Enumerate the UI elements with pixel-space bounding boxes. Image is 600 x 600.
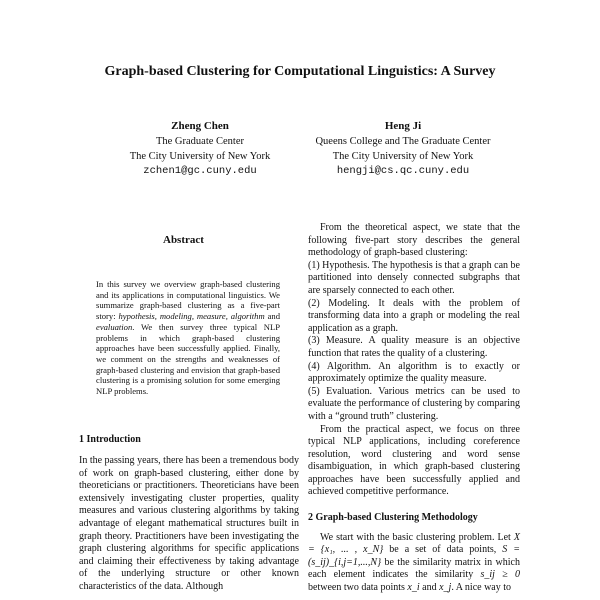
abstract-text: In this survey we overview graph-based clustering and its applications in computational linguistics. We summarize graph-based clustering as a five-part story: [96,279,280,322]
methodology-text: be the similarity matrix in which each element indicates the similarity [308,556,520,581]
math-expression: x_i [407,582,420,594]
author-name: Heng Ji [384,120,422,132]
right-column [308,222,520,595]
author-name: Zheng Chen [171,120,229,132]
author-affiliation: The City University of New York [129,151,271,162]
author-affiliation: The City University of New York [332,151,474,162]
methodology-text: be a set of data points, [383,544,503,556]
author-affiliation: Queens College and The Graduate Center [315,136,491,147]
abstract-text: . We then survey three typical NLP problems in which graph-based clustering approaches have been successfully applied. Finally, we comment on the strengths and weaknesses of graph-based clustering and envision that graph-based clustering is a promising solution for some emerging NLP problems. [96,321,280,397]
story-item: (3) Measure. A quality measure is an objective function that rates the quality of a clustering. [308,335,520,359]
introduction-body [79,455,299,594]
author-affiliation: The Graduate Center [155,136,245,147]
story-item: (4) Algorithm. An algorithm is to exactly or approximately optimize the quality measure. [308,360,520,385]
author-block-1 [95,119,305,179]
story-item: (1) Hypothesis. The hypothesis is that a graph can be partitioned into densely connected subgraphs that are sparsely connected to each other. [308,259,520,296]
abstract-emphasis: evaluation [96,321,133,332]
math-expression: s_ij ≥ 0 [480,569,520,581]
methodology-paragraph [308,532,520,595]
practical-paragraph: From the practical aspect, we focus on three typical NLP applications, including coreference resolution, word clustering and word sense disambiguation, in which graph-based clustering approaches have been successfully applied and achieved competitive performance. [308,423,520,498]
methodology-text: . A nice way to [451,582,512,594]
theory-paragraph: From the theoretical aspect, we state that the following five-part story describes the general methodology of graph-based clustering: [308,222,520,259]
abstract-heading: Abstract [163,234,204,246]
methodology-text: between two data points [308,582,408,594]
abstract-text: and [264,311,280,322]
author-email: zchen1@gc.cuny.edu [143,165,257,177]
math-expression: S = (s_ij)_{i,j=1,...,N} [308,544,521,568]
author-block-2 [293,119,513,179]
introduction-paragraph: In the passing years, there has been a tremendous body of work on graph-based clustering, either done by theoreticians or practitioners. Theoreticians have been extensively investigating cluster properties, quality measures and various clustering algorithms by taking advantage of elegant mathematical structures built in graph theory. Practitioners have been investigating the graph clustering algorithms for specific applications and claiming their effectiveness by taking advantage of the underlying structure or other known characteristics of the data. Although [79,455,299,592]
section-heading-introduction: 1 Introduction [79,434,141,445]
story-item: (2) Modeling. It deals with the problem of transforming data into a graph or modeling the real application as a graph. [308,297,520,334]
methodology-text: and [419,582,440,594]
methodology-text: We start with the basic clustering problem. Let [320,531,514,543]
abstract-emphasis: hypothesis, modeling, measure, algorithm [118,311,265,322]
math-expression: X = {x₁, ... , x_N} [308,531,520,556]
story-item: (5) Evaluation. Various metrics can be used to evaluate the performance of clustering by comparing with a “ground truth” clustering. [308,385,520,422]
abstract-body [96,279,280,397]
paper-title: Graph-based Clustering for Computational Linguistics: A Survey [104,64,496,79]
section-heading-methodology: 2 Graph-based Clustering Methodology [308,512,478,524]
math-expression: x_j [439,582,452,594]
author-email: hengji@cs.qc.cuny.edu [336,165,470,177]
